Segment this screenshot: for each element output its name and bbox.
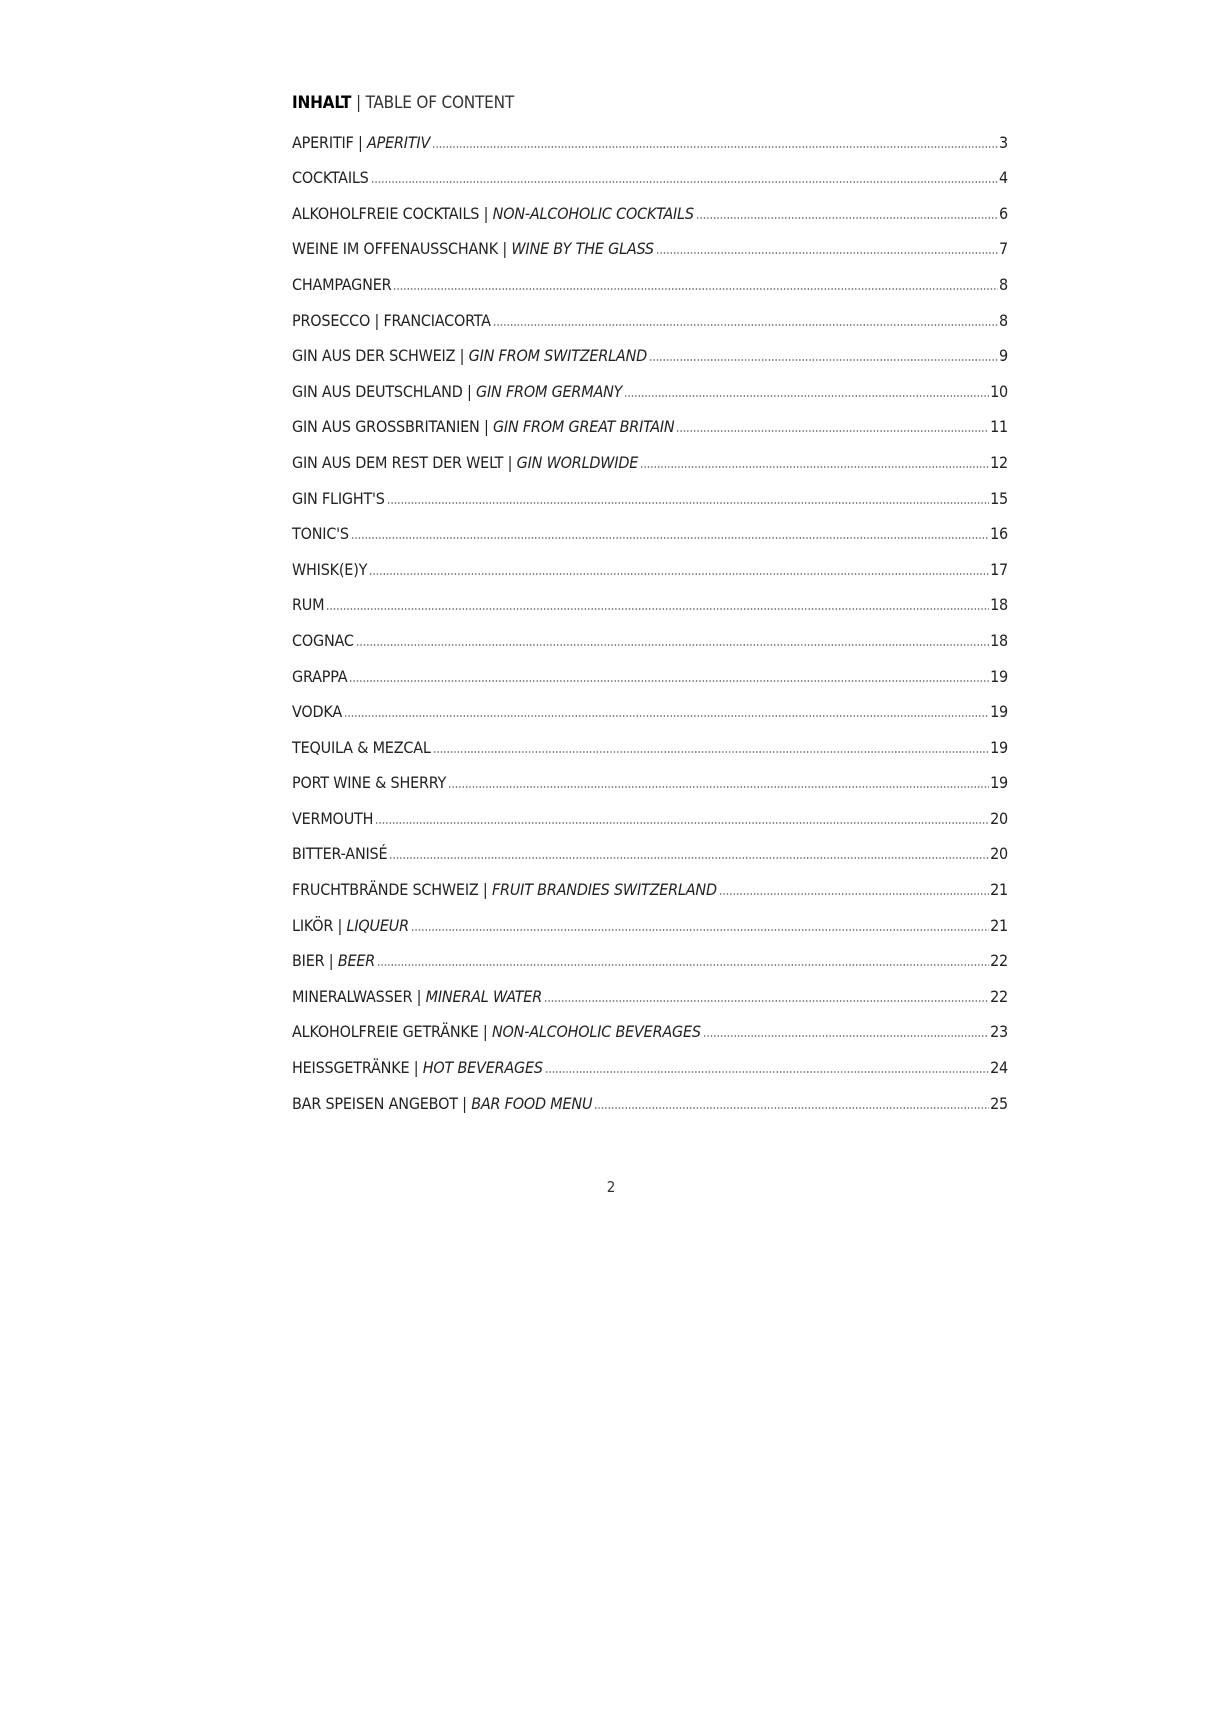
toc-entry-title [292, 132, 430, 154]
toc-dot-leader [544, 999, 989, 1003]
toc-entry-main-text: PORT WINE & SHERRY [292, 773, 447, 793]
toc-entry[interactable] [292, 624, 1008, 660]
toc-entry-title [292, 1021, 701, 1043]
toc-entry-title [292, 843, 387, 865]
toc-dot-leader [432, 145, 998, 149]
toc-dot-leader [656, 251, 998, 255]
toc-entry-main-text: TEQUILA & MEZCAL [292, 737, 431, 757]
toc-entry-title [292, 1057, 543, 1079]
toc-entry-main-text: COCKTAILS [292, 168, 369, 188]
toc-entry-title [292, 559, 367, 581]
toc-entry-main-text: APERITIF | [292, 132, 367, 152]
toc-entry-page-number: 8 [999, 274, 1008, 294]
toc-entry[interactable] [292, 767, 1008, 803]
toc-entry-italic-text: HOT BEVERAGES [422, 1058, 543, 1078]
toc-dot-leader [640, 465, 989, 469]
toc-entry-main-text: GIN AUS GROSSBRITANIEN | [292, 417, 493, 437]
toc-entry-main-text: BITTER-ANISÉ [292, 844, 388, 864]
toc-entry-title [292, 808, 373, 830]
toc-entry-main-text: FRUCHTBRÄNDE SCHWEIZ | [292, 880, 492, 900]
table-of-contents [292, 91, 1008, 1123]
toc-entry-page-number: 19 [990, 773, 1008, 793]
toc-entry[interactable] [292, 304, 1008, 340]
toc-entry-page-number: 22 [990, 986, 1008, 1006]
toc-entry[interactable] [292, 126, 1008, 162]
toc-entry-page-number: 11 [990, 417, 1008, 437]
toc-entry-page-number: 19 [990, 666, 1008, 686]
toc-entry-page-number: 15 [990, 488, 1008, 508]
toc-entry-page-number: 4 [999, 168, 1008, 188]
toc-entry[interactable] [292, 589, 1008, 625]
toc-entry[interactable] [292, 980, 1008, 1016]
toc-entry-title [292, 666, 347, 688]
toc-dot-leader [433, 750, 989, 754]
toc-entry-page-number: 19 [990, 702, 1008, 722]
toc-entry[interactable] [292, 802, 1008, 838]
toc-entry[interactable] [292, 909, 1008, 945]
toc-dot-leader [387, 501, 989, 505]
toc-entry-page-number: 21 [990, 880, 1008, 900]
toc-entry-title [292, 950, 375, 972]
toc-dot-leader [545, 1070, 989, 1074]
toc-entry-italic-text: GIN FROM SWITZERLAND [468, 346, 648, 366]
toc-entry[interactable] [292, 162, 1008, 198]
toc-heading-separator: | [351, 93, 366, 113]
toc-entry-page-number: 10 [990, 381, 1008, 401]
toc-entry[interactable] [292, 1016, 1008, 1052]
toc-entry-italic-text: APERITIV [366, 132, 431, 152]
toc-entry-title [292, 701, 342, 723]
toc-entry[interactable] [292, 873, 1008, 909]
toc-dot-leader [411, 928, 989, 932]
toc-entry[interactable] [292, 197, 1008, 233]
toc-dot-leader [393, 287, 998, 291]
toc-entry-main-text: PROSECCO | FRANCIACORTA [292, 310, 491, 330]
toc-entry[interactable] [292, 1051, 1008, 1087]
toc-entry-main-text: BAR SPEISEN ANGEBOT | [292, 1093, 472, 1113]
toc-heading-bold: INHALT [292, 93, 352, 113]
toc-entry-title [292, 523, 349, 545]
toc-entry-italic-text: LIQUEUR [346, 915, 409, 935]
toc-entry-main-text: MINERALWASSER | [292, 986, 426, 1006]
toc-entry[interactable] [292, 518, 1008, 554]
toc-entry-main-text: LIKÖR | [292, 915, 347, 935]
toc-entry-italic-text: BEER [337, 951, 376, 971]
toc-entry-title [292, 274, 391, 296]
toc-entry-page-number: 20 [990, 808, 1008, 828]
toc-entry-title [292, 986, 542, 1008]
toc-entry-title [292, 772, 446, 794]
toc-dot-leader [624, 394, 989, 398]
toc-dot-leader [351, 536, 989, 540]
toc-entry-title [292, 594, 324, 616]
toc-entry-italic-text: GIN FROM GREAT BRITAIN [492, 417, 675, 437]
toc-dot-leader [349, 679, 989, 683]
toc-dot-leader [594, 1106, 989, 1110]
toc-entry-main-text: TONIC'S [292, 524, 349, 544]
toc-entry-title [292, 416, 674, 438]
toc-entry-main-text: VODKA [292, 702, 342, 722]
toc-entry[interactable] [292, 340, 1008, 376]
toc-entry-main-text: HEISSGETRÄNKE | [292, 1058, 423, 1078]
toc-entry[interactable] [292, 696, 1008, 732]
toc-entry-main-text: COGNAC [292, 630, 354, 650]
toc-entry-page-number: 19 [990, 737, 1008, 757]
toc-entry-title [292, 737, 431, 759]
toc-entry-main-text: WHISK(E)Y [292, 559, 368, 579]
toc-entry[interactable] [292, 233, 1008, 269]
toc-entry-page-number: 20 [990, 844, 1008, 864]
toc-entry[interactable] [292, 268, 1008, 304]
toc-entry-italic-text: GIN FROM GERMANY [476, 381, 623, 401]
page-number: 2 [606, 1178, 616, 1196]
toc-entry[interactable] [292, 731, 1008, 767]
toc-dot-leader [326, 607, 989, 611]
toc-entry-main-text: GIN AUS DER SCHWEIZ | [292, 346, 469, 366]
toc-entry[interactable] [292, 838, 1008, 874]
toc-entry-main-text: WEINE IM OFFENAUSSCHANK | [292, 239, 512, 259]
toc-dot-leader [696, 216, 998, 220]
toc-dot-leader [356, 643, 989, 647]
toc-entry-page-number: 3 [999, 132, 1008, 152]
toc-entry-italic-text: FRUIT BRANDIES SWITZERLAND [491, 880, 717, 900]
toc-entry[interactable] [292, 375, 1008, 411]
toc-entry-main-text: CHAMPAGNER [292, 274, 392, 294]
toc-entry-title [292, 1093, 592, 1115]
toc-entry[interactable] [292, 945, 1008, 981]
toc-entry-main-text: VERMOUTH [292, 808, 374, 828]
toc-entry-title [292, 488, 385, 510]
toc-entry[interactable] [292, 660, 1008, 696]
toc-entry-page-number: 25 [990, 1093, 1008, 1113]
toc-dot-leader [493, 323, 998, 327]
toc-list [292, 126, 1008, 1123]
toc-entry-main-text: GIN AUS DEM REST DER WELT | [292, 452, 517, 472]
toc-entry-main-text: GIN FLIGHT'S [292, 488, 385, 508]
toc-dot-leader [719, 892, 989, 896]
toc-entry-title [292, 310, 491, 332]
toc-dot-leader [448, 785, 989, 789]
toc-entry-italic-text: GIN WORLDWIDE [516, 452, 639, 472]
toc-entry-title [292, 915, 409, 937]
toc-entry-page-number: 16 [990, 524, 1008, 544]
toc-dot-leader [371, 180, 998, 184]
toc-entry-title [292, 452, 638, 474]
toc-entry-title [292, 203, 694, 225]
toc-entry-title [292, 238, 654, 260]
toc-entry-page-number: 18 [990, 595, 1008, 615]
toc-entry-title [292, 381, 622, 403]
toc-entry-italic-text: NON-ALCOHOLIC COCKTAILS [492, 203, 694, 223]
toc-entry-italic-text: NON-ALCOHOLIC BEVERAGES [491, 1022, 701, 1042]
toc-dot-leader [369, 572, 989, 576]
toc-entry-main-text: BIER | [292, 951, 338, 971]
toc-entry-page-number: 22 [990, 951, 1008, 971]
toc-entry-title [292, 630, 354, 652]
toc-entry-main-text: ALKOHOLFREIE GETRÄNKE | [292, 1022, 492, 1042]
toc-entry-title [292, 167, 369, 189]
toc-entry-page-number: 7 [999, 239, 1008, 259]
toc-entry-page-number: 21 [990, 915, 1008, 935]
toc-entry-page-number: 17 [990, 559, 1008, 579]
toc-dot-leader [375, 821, 989, 825]
toc-entry-italic-text: MINERAL WATER [425, 986, 542, 1006]
toc-dot-leader [389, 856, 989, 860]
toc-entry[interactable] [292, 553, 1008, 589]
toc-entry-main-text: RUM [292, 595, 325, 615]
toc-entry-page-number: 24 [990, 1058, 1008, 1078]
toc-entry-italic-text: WINE BY THE GLASS [511, 239, 654, 259]
toc-entry[interactable] [292, 1087, 1008, 1123]
toc-heading [292, 91, 1008, 115]
toc-entry-page-number: 6 [999, 203, 1008, 223]
toc-heading-rest: TABLE OF CONTENT [365, 93, 515, 113]
toc-entry-page-number: 8 [999, 310, 1008, 330]
toc-entry[interactable] [292, 446, 1008, 482]
toc-entry-page-number: 9 [999, 346, 1008, 366]
toc-entry[interactable] [292, 411, 1008, 447]
toc-entry-page-number: 12 [990, 452, 1008, 472]
toc-dot-leader [676, 429, 989, 433]
toc-entry-main-text: ALKOHOLFREIE COCKTAILS | [292, 203, 493, 223]
toc-entry-page-number: 18 [990, 630, 1008, 650]
toc-dot-leader [649, 358, 998, 362]
toc-entry-title [292, 345, 647, 367]
toc-dot-leader [344, 714, 989, 718]
toc-dot-leader [377, 963, 989, 967]
toc-entry-italic-text: BAR FOOD MENU [471, 1093, 593, 1113]
toc-entry-title [292, 879, 717, 901]
toc-entry-main-text: GIN AUS DEUTSCHLAND | [292, 381, 477, 401]
toc-entry-page-number: 23 [990, 1022, 1008, 1042]
toc-entry[interactable] [292, 482, 1008, 518]
toc-dot-leader [703, 1034, 989, 1038]
toc-entry-main-text: GRAPPA [292, 666, 348, 686]
